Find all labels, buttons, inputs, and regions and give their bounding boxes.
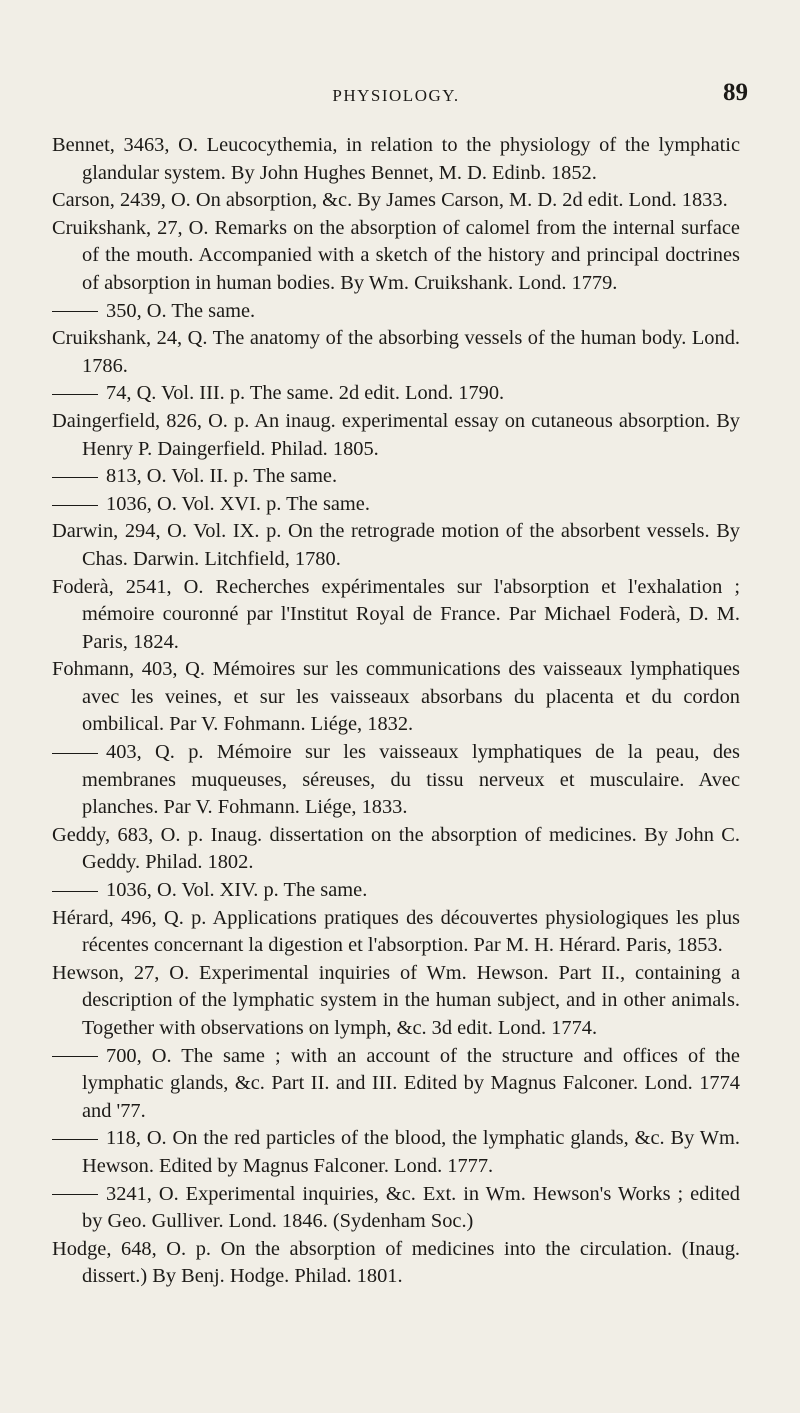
entry-text: Daingerfield, 826, O. p. An inaug. experimental essay on cutaneous absorption. By Henry P. Daingerfield. Philad. 1805. — [52, 409, 740, 460]
bibliography-entry — [52, 656, 740, 739]
bibliography-entry — [52, 960, 740, 1043]
entry-text: Hodge, 648, O. p. On the absorption of medicines into the circulation. (Inaug. dissert.) By Benj. Hodge. Philad. 1801. — [52, 1237, 740, 1288]
ditto-dash — [52, 753, 98, 754]
bibliography-entry-continued — [52, 491, 740, 519]
bibliography-entry — [52, 325, 740, 380]
ditto-dash — [52, 311, 98, 312]
entry-text: Foderà, 2541, O. Recherches expérimentales sur l'absorption et l'exhalation ; mémoire couronné par l'Institut Royal de France. Par Michael Foderà, D. M. Paris, 1824. — [52, 575, 740, 653]
entry-text: 1036, O. Vol. XIV. p. The same. — [106, 879, 368, 902]
entry-text: Carson, 2439, O. On absorption, &c. By James Carson, M. D. 2d edit. Lond. 1833. — [52, 189, 728, 212]
bibliography-entry — [52, 187, 740, 215]
bibliography-entry-continued — [52, 463, 740, 491]
bibliography-entry — [52, 518, 740, 573]
ditto-dash — [52, 891, 98, 892]
entry-text: 700, O. The same ; with an account of the structure and offices of the lymphatic glands, &c. Part II. and III. Edited by Magnus Falconer. Lond. 1774 and '77. — [82, 1044, 740, 1122]
entry-text: Cruikshank, 24, Q. The anatomy of the absorbing vessels of the human body. Lond. 1786. — [52, 327, 740, 377]
bibliography-list — [52, 132, 740, 1291]
bibliography-entry — [52, 822, 740, 877]
bibliography-entry-continued — [52, 380, 740, 408]
entry-text: Geddy, 683, O. p. Inaug. dissertation on the absorption of medicines. By John C. Geddy. Philad. 1802. — [52, 823, 740, 874]
ditto-dash — [52, 505, 98, 506]
ditto-dash — [52, 1194, 98, 1195]
entry-text: 118, O. On the red particles of the blood, the lymphatic glands, &c. By Wm. Hewson. Edited by Magnus Falconer. Lond. 1777. — [82, 1127, 740, 1177]
page-number: 89 — [723, 79, 748, 106]
bibliography-entry — [52, 1236, 740, 1291]
ditto-dash — [52, 1139, 98, 1140]
bibliography-entry — [52, 215, 740, 298]
entry-text: 74, Q. Vol. III. p. The same. 2d edit. Lond. 1790. — [106, 382, 505, 405]
entry-text: 1036, O. Vol. XVI. p. The same. — [106, 492, 370, 515]
bibliography-entry-continued — [52, 1043, 740, 1126]
ditto-dash — [52, 1056, 98, 1057]
bibliography-entry — [52, 132, 740, 187]
bibliography-entry-continued — [52, 1125, 740, 1180]
entry-text: Hewson, 27, O. Experimental inquiries of Wm. Hewson. Part II., containing a description of the lymphatic system in the human subject, and in other animals. Together with observations on lymph, &c. 3d edit. Lond. 1774. — [52, 961, 740, 1039]
entry-text: Darwin, 294, O. Vol. IX. p. On the retrograde motion of the absorbent vessels. By Chas. Darwin. Litchfield, 1780. — [52, 520, 740, 570]
entry-text: Cruikshank, 27, O. Remarks on the absorption of calomel from the internal surface of the mouth. Accompanied with a sketch of the history and principal doctrines of absorption in human bodies. By Wm. Cruikshank. Lond. 1779. — [52, 216, 740, 294]
bibliography-entry — [52, 408, 740, 463]
bibliography-entry — [52, 574, 740, 657]
entry-text: 350, O. The same. — [106, 299, 256, 322]
page-header — [52, 0, 748, 120]
entry-text: Fohmann, 403, Q. Mémoires sur les communications des vaisseaux lymphatiques avec les veines, et sur les vaisseaux absorbans du placenta et du cordon ombilical. Par V. Fohmann. Liége, 1832. — [52, 658, 740, 736]
entry-text: Hérard, 496, Q. p. Applications pratiques des découvertes physiologiques les plus récentes concernant la digestion et l'absorption. Par M. H. Hérard. Paris, 1853. — [52, 906, 740, 957]
bibliography-entry-continued — [52, 877, 740, 905]
entry-text: Bennet, 3463, O. Leucocythemia, in relation to the physiology of the lymphatic glandular system. By John Hughes Bennet, M. D. Edinb. 1852. — [52, 134, 740, 184]
bibliography-entry-continued — [52, 739, 740, 822]
entry-text: 3241, O. Experimental inquiries, &c. Ext. in Wm. Hewson's Works ; edited by Geo. Gulliver. Lond. 1846. (Sydenham Soc.) — [82, 1182, 740, 1233]
bibliography-entry — [52, 905, 740, 960]
bibliography-entry-continued — [52, 1181, 740, 1236]
running-head: PHYSIOLOGY. — [332, 86, 460, 105]
bibliography-entry-continued — [52, 298, 740, 326]
ditto-dash — [52, 394, 98, 395]
entry-text: 403, Q. p. Mémoire sur les vaisseaux lymphatiques de la peau, des membranes muqueuses, séreuses, du tissu nerveux et musculaire. Avec planches. Par V. Fohmann. Liége, 1833. — [82, 741, 740, 819]
entry-text: 813, O. Vol. II. p. The same. — [106, 465, 338, 488]
ditto-dash — [52, 477, 98, 478]
